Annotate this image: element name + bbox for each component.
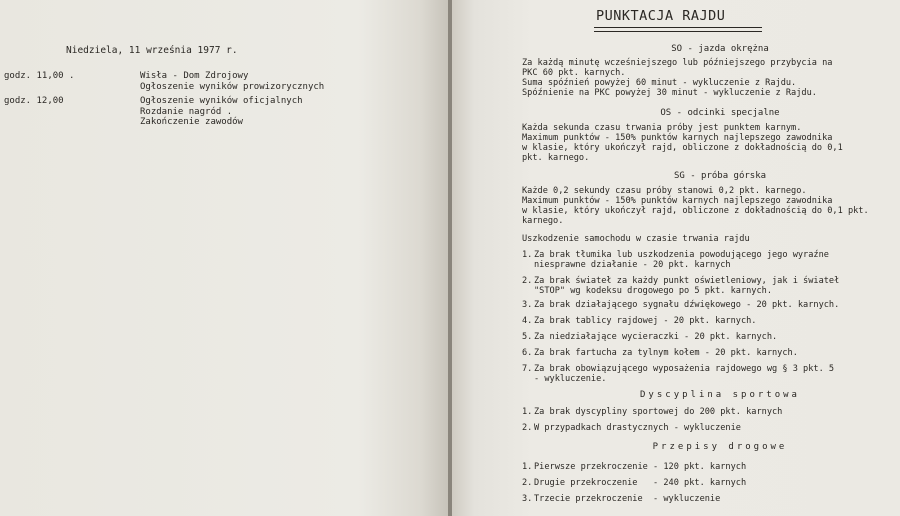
text-line: w klasie, który ukończył rajd, obliczone z dokładnością do 0,1 — [522, 143, 843, 153]
section-heading-traffic: Przepisy drogowe — [652, 442, 788, 452]
section-heading-so: SO - jazda okrężna — [671, 44, 769, 54]
left-page — [0, 0, 448, 516]
item-text: Za brak fartucha za tylnym kołem - 20 pkt. karnych. — [534, 348, 798, 358]
item-text: Drugie przekroczenie - 240 pkt. karnych — [534, 478, 747, 488]
item-text: "STOP" wg kodeksu drogowego po 5 pkt. karnych. — [534, 286, 772, 296]
schedule-lines — [140, 71, 324, 92]
text-line: pkt. karnego. — [522, 153, 590, 163]
item-number: 7. — [522, 364, 533, 374]
schedule-line: Zakończenie zawodów — [140, 117, 243, 127]
item-number: 1. — [522, 462, 533, 472]
text-line: Suma spóźnień powyżej 60 minut - wykluczenie z Rajdu. — [522, 78, 797, 88]
item-text: Trzecie przekroczenie - wykluczenie — [534, 494, 721, 504]
text-line: w klasie, który ukończył rajd, obliczone z dokładnością do 0,1 pkt. — [522, 206, 869, 216]
item-text: Za brak obowiązującego wyposażenia rajdowego wg § 3 pkt. 5 — [534, 364, 835, 374]
item-number: 5. — [522, 332, 533, 342]
item-number: 2. — [522, 423, 533, 433]
schedule-line: Wisła - Dom Zdrojowy — [140, 71, 249, 81]
section-text-sg — [522, 186, 900, 226]
text-line: Maximum punktów - 150% punktów karnych najlepszego zawodnika — [522, 133, 833, 143]
item-number: 3. — [522, 300, 533, 310]
schedule-date: Niedziela, 11 września 1977 r. — [66, 45, 238, 56]
text-line: Spóźnienie na PKC powyżej 30 minut - wykluczenie z Rajdu. — [522, 88, 817, 98]
schedule-time: godz. 12,00 — [4, 96, 64, 106]
section-text-os — [522, 123, 900, 163]
item-text: Za brak tłumika lub uszkodzenia powodującego jego wyraźne — [534, 250, 829, 260]
item-number: 3. — [522, 494, 533, 504]
section-heading-sg: SG - próba górska — [673, 171, 767, 181]
item-text: Za brak działającego sygnału dźwiękowego - 20 pkt. karnych. — [534, 300, 840, 310]
item-text: Za brak dyscypliny sportowej do 200 pkt. karnych — [534, 407, 783, 417]
text-line: PKC 60 pkt. karnych. — [522, 68, 626, 78]
title-underline — [594, 27, 762, 32]
item-number: 2. — [522, 276, 533, 286]
schedule-line: Ogłoszenie wyników prowizorycznych — [140, 81, 325, 92]
item-number: 1. — [522, 250, 533, 260]
section-heading-discipline: Dyscyplina sportowa — [640, 390, 800, 400]
item-number: 2. — [522, 478, 533, 488]
item-text: - wykluczenie. — [534, 374, 607, 384]
text-line: Każda sekunda czasu trwania próby jest punktem karnym. — [522, 123, 802, 133]
section-heading-os: OS - odcinki specjalne — [660, 108, 780, 118]
item-text: Za niedziałające wycieraczki - 20 pkt. karnych. — [534, 332, 778, 342]
item-number: 1. — [522, 407, 533, 417]
item-text: Za brak świateł za każdy punkt oświetleniowy, jak i świateł — [534, 276, 840, 286]
schedule-time: godz. 11,00 . — [4, 71, 75, 81]
text-line: karnego. — [522, 216, 564, 226]
text-line: Za każdą minutę wcześniejszego lub późniejszego przybycia na — [522, 58, 833, 68]
item-number: 4. — [522, 316, 533, 326]
page-title: PUNKTACJA RAJDU — [596, 8, 726, 24]
schedule-line: Ogłoszenie wyników oficjalnych — [140, 96, 303, 106]
item-text: W przypadkach drastycznych - wykluczenie — [534, 423, 741, 433]
item-text: Pierwsze przekroczenie - 120 pkt. karnych — [534, 462, 747, 472]
item-text: niesprawne działanie - 20 pkt. karnych — [534, 260, 731, 270]
item-text: Za brak tablicy rajdowej - 20 pkt. karnych. — [534, 316, 757, 326]
schedule-line: Rozdanie nagród . — [140, 106, 233, 117]
section-heading-damage: Uszkodzenie samochodu w czasie trwania rajdu — [522, 234, 750, 244]
text-line: Maximum punktów - 150% punktów karnych najlepszego zawodnika — [522, 196, 833, 206]
section-text-so — [522, 58, 900, 98]
schedule-lines — [140, 96, 303, 128]
text-line: Każde 0,2 sekundy czasu próby stanowi 0,2 pkt. karnego. — [522, 186, 807, 196]
item-number: 6. — [522, 348, 533, 358]
